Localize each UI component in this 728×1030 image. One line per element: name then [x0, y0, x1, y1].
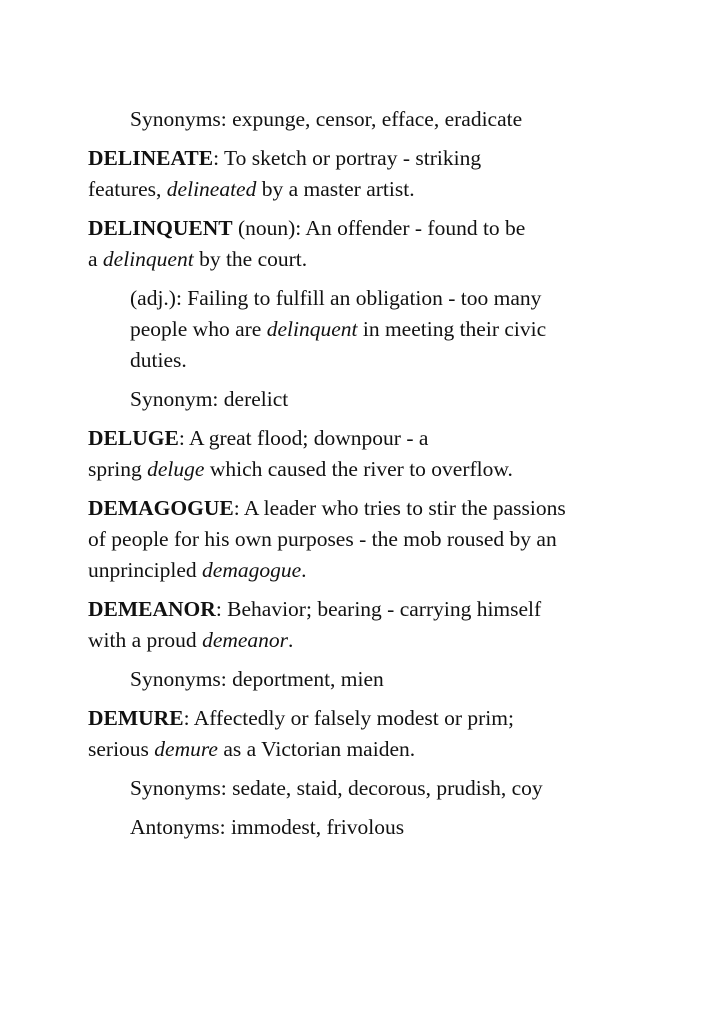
entry-term: DELINQUENT [88, 216, 233, 240]
synonyms-note [88, 104, 648, 135]
entry-deluge [88, 423, 648, 485]
entry-line [88, 143, 648, 174]
note-text: Synonyms: expunge, censor, efface, eradicate [130, 107, 523, 131]
entry-text: which caused the river to overflow. [204, 457, 513, 481]
example-word: demure [154, 737, 218, 761]
entry-text: unprincipled [88, 558, 203, 582]
example-word: delineated [166, 177, 257, 201]
note-text: Synonym: derelict [130, 387, 289, 411]
entry-text: duties. [130, 348, 187, 372]
entry-demagogue [88, 493, 648, 586]
entry-line [130, 345, 648, 376]
entry-text: in meeting their civic [357, 317, 547, 341]
entry-line [88, 734, 648, 765]
entry-term: DELINEATE [88, 146, 214, 170]
note-text: Synonyms: deportment, mien [130, 667, 384, 691]
entry-line [88, 454, 648, 485]
note-text: Antonyms: immodest, frivolous [130, 815, 405, 839]
entry-line [88, 244, 648, 275]
adjective-sense [88, 283, 648, 376]
entry-text: as a Victorian maiden. [217, 737, 416, 761]
example-word: demagogue [202, 558, 302, 582]
entry-term: DEMEANOR [88, 597, 216, 621]
entry-text: with a proud [88, 628, 203, 652]
example-word: demeanor [202, 628, 289, 652]
entry-text: . [301, 558, 307, 582]
entry-text: of people for his own purposes - the mob roused by an [88, 527, 557, 551]
entry-text: : [213, 146, 220, 170]
synonyms-note [88, 664, 648, 695]
entry-text: : A leader who tries to stir the passions [233, 496, 566, 520]
entry-text: (adj.): Failing to fulfill an obligation - too many [130, 286, 542, 310]
entry-delinquent [88, 213, 648, 275]
entry-text: spring [88, 457, 148, 481]
entry-line [88, 703, 648, 734]
entry-text: by the court. [193, 247, 308, 271]
entry-text: : Behavior; bearing - carrying himself [215, 597, 542, 621]
entry-text: people who are [130, 317, 267, 341]
entry-line [88, 524, 648, 555]
entry-demeanor [88, 594, 648, 656]
example-word: delinquent [102, 247, 194, 271]
entry-text: a [88, 247, 103, 271]
entry-text: . [288, 628, 294, 652]
entry-text: features, [88, 177, 167, 201]
entry-term: DEMAGOGUE [88, 496, 234, 520]
entry-text: by a master artist. [256, 177, 415, 201]
synonym-note [88, 384, 648, 415]
entry-line [88, 174, 648, 205]
entry-text: : Affectedly or falsely modest or prim; [183, 706, 514, 730]
entry-term: DELUGE [88, 426, 179, 450]
entry-term: DEMURE [88, 706, 184, 730]
entry-text: : A great flood; downpour - a [178, 426, 429, 450]
synonyms-note [88, 773, 648, 804]
entry-text: (noun): An offender - found to be [232, 216, 526, 240]
entry-line [88, 594, 648, 625]
entry-line [88, 625, 648, 656]
entry-line [130, 314, 648, 345]
entry-line [88, 555, 648, 586]
entry-text: serious [88, 737, 155, 761]
example-word: delinquent [266, 317, 358, 341]
note-text: Synonyms: sedate, staid, decorous, prudish, coy [130, 776, 543, 800]
antonyms-note [88, 812, 648, 843]
entry-line [130, 283, 648, 314]
entry-demure [88, 703, 648, 765]
entry-line [88, 423, 648, 454]
entry-text: To sketch or portray - striking [219, 146, 482, 170]
entry-line [88, 493, 648, 524]
entry-line [88, 213, 648, 244]
dictionary-page [88, 104, 648, 851]
entry-delineate [88, 143, 648, 205]
example-word: deluge [147, 457, 205, 481]
